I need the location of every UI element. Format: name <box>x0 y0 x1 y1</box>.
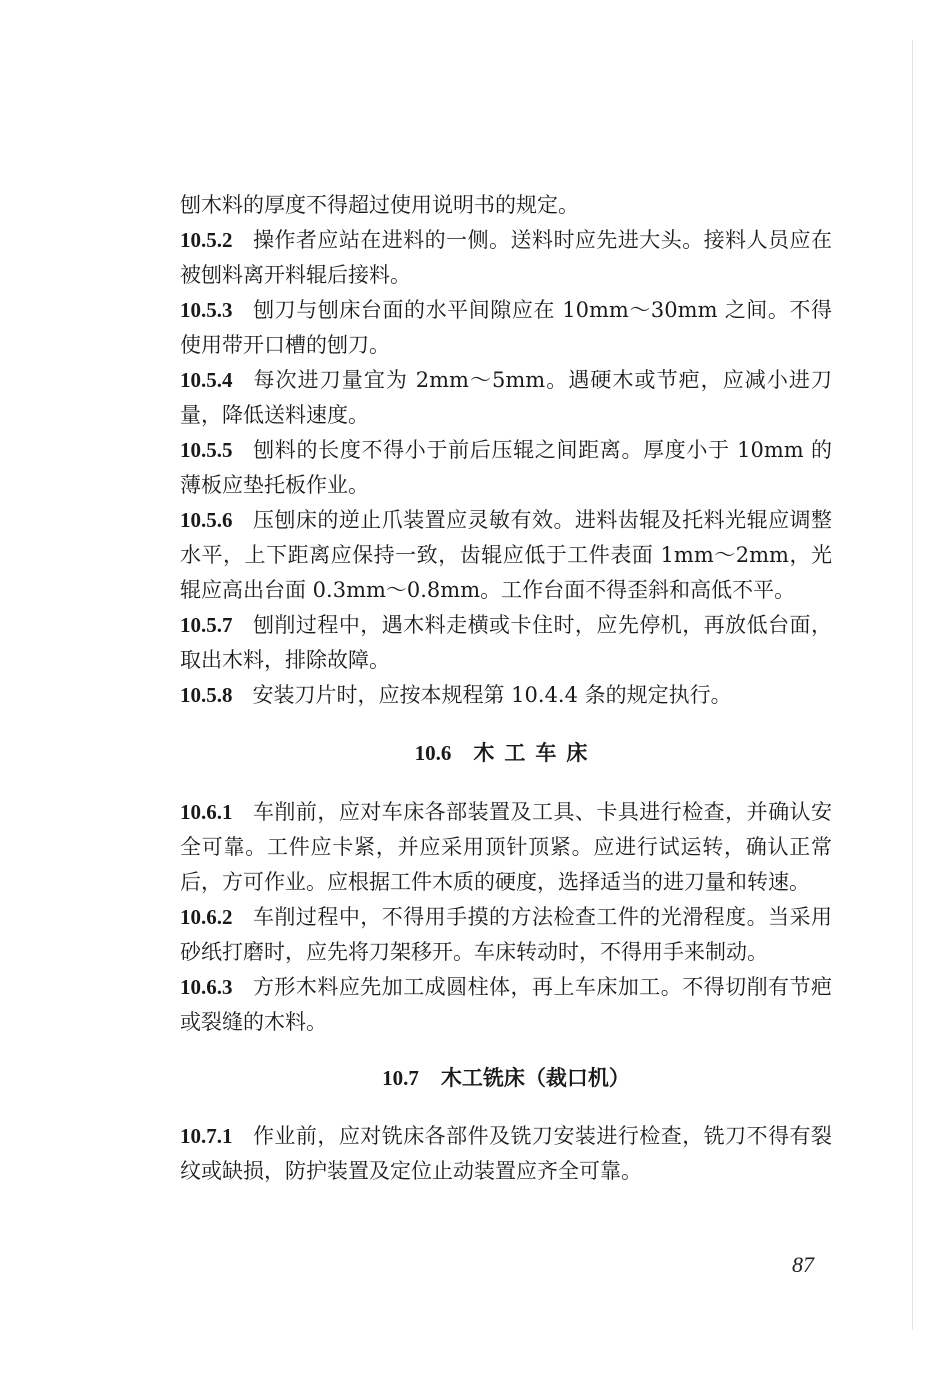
clause-number: 10.6.3 <box>180 975 233 999</box>
clause <box>180 503 832 608</box>
clause <box>180 795 832 900</box>
section-10-7-clauses <box>180 1119 832 1189</box>
clause-number: 10.6.1 <box>180 800 233 824</box>
clause <box>180 608 832 678</box>
section-title: 木工车床 <box>473 740 598 765</box>
clause <box>180 223 832 293</box>
page-number: 87 <box>792 1252 814 1277</box>
section-number: 10.6 <box>414 741 452 765</box>
clause-text: 作业前，应对铣床各部件及铣刀安装进行检查，铣刀不得有裂纹或缺损，防护装置及定位止动装置应齐全可靠。 <box>180 1124 832 1183</box>
clause-text: 刨刀与刨床台面的水平间隙应在 10mm～30mm 之间。不得使用带开口槽的刨刀。 <box>180 298 832 357</box>
clause-number: 10.5.4 <box>180 368 233 392</box>
clause <box>180 970 832 1040</box>
section-number: 10.7 <box>382 1066 419 1090</box>
clause-number: 10.5.7 <box>180 613 233 637</box>
clause-number: 10.6.2 <box>180 905 233 929</box>
clause-text: 刨料的长度不得小于前后压辊之间距离。厚度小于 10mm 的薄板应垫托板作业。 <box>180 438 832 497</box>
clause-number: 10.5.3 <box>180 298 233 322</box>
clause-text: 刨削过程中，遇木料走横或卡住时，应先停机，再放低台面，取出木料，排除故障。 <box>180 613 832 672</box>
clause-text: 车削前，应对车床各部装置及工具、卡具进行检查，并确认安全可靠。工件应卡紧，并应采用顶针顶紧。应进行试运转，确认正常后，方可作业。应根据工件木质的硬度，选择适当的进刀量和转速。 <box>180 800 832 894</box>
clause-number: 10.5.2 <box>180 228 233 252</box>
section-10-5-clauses <box>180 223 832 713</box>
section-heading-10-7 <box>180 1060 832 1096</box>
clause <box>180 433 832 503</box>
clause <box>180 678 832 713</box>
intro-paragraph: 刨木料的厚度不得超过使用说明书的规定。 <box>180 193 579 217</box>
clause-text: 方形木料应先加工成圆柱体，再上车床加工。不得切削有节疤或裂缝的木料。 <box>180 975 832 1034</box>
page-edge-line <box>912 40 913 1330</box>
section-title: 木工铣床（裁口机） <box>440 1065 630 1090</box>
clause-number: 10.5.5 <box>180 438 233 462</box>
clause-text: 操作者应站在进料的一侧。送料时应先进大头。接料人员应在被刨料离开料辊后接料。 <box>180 228 832 287</box>
section-heading-10-6 <box>180 735 832 771</box>
clause-text: 安装刀片时，应按本规程第 10.4.4 条的规定执行。 <box>252 683 732 707</box>
clause-number: 10.7.1 <box>180 1124 233 1148</box>
clause <box>180 900 832 970</box>
clause <box>180 1119 832 1189</box>
clause-text: 每次进刀量宜为 2mm～5mm。遇硬木或节疤，应减小进刀量，降低送料速度。 <box>180 368 832 427</box>
clause-number: 10.5.8 <box>180 683 233 707</box>
clause-text: 压刨床的逆止爪装置应灵敏有效。进料齿辊及托料光辊应调整水平，上下距离应保持一致，齿辊应低于工件表面 1mm～2mm，光辊应高出台面 0.3mm～0.8mm。工作台面不得歪斜和高低不平。 <box>180 508 832 602</box>
clause <box>180 363 832 433</box>
clause <box>180 293 832 363</box>
page-content <box>180 188 832 1189</box>
section-10-6-clauses <box>180 795 832 1040</box>
clause-text: 车削过程中，不得用手摸的方法检查工件的光滑程度。当采用砂纸打磨时，应先将刀架移开。车床转动时，不得用手来制动。 <box>180 905 832 964</box>
clause-number: 10.5.6 <box>180 508 233 532</box>
